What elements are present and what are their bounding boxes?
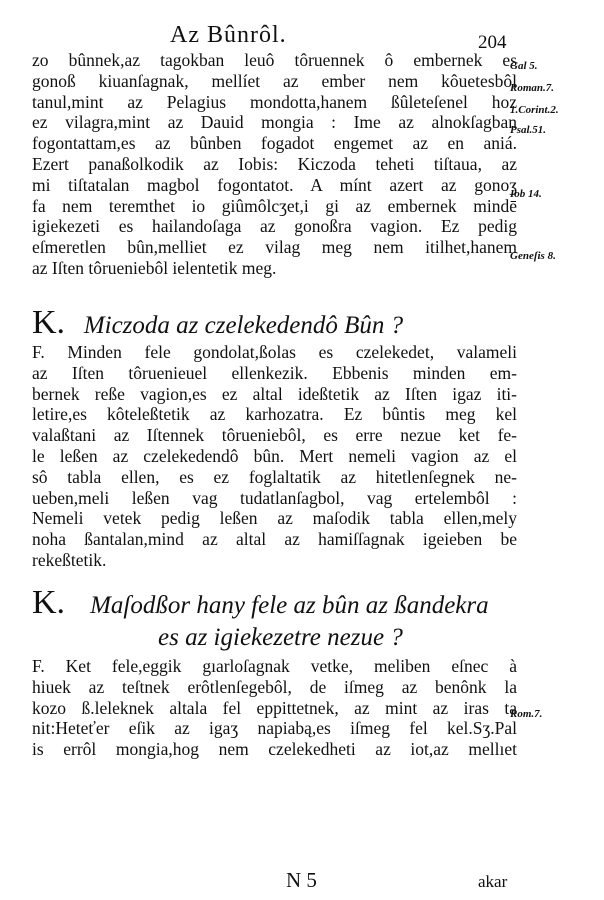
text-line: igiekezeti es hailandoſaga az gonoßra vagion. Ez pedig xyxy=(32,216,517,237)
text-line: noha ßantalan,mind az altal az hamiſſagnak igeieben be xyxy=(32,529,517,550)
text-line: Ezert panaßolkodik az Iobis: Kiczoda teheti tiſtaua, az xyxy=(32,153,517,174)
catchword: akar xyxy=(478,872,508,891)
text-line: bernek reße vagion,es ez altal ideßtetik az Iſten igaz iti- xyxy=(32,383,517,404)
text-line: le leßen az czelekedendô bûn. Mert nemeli vagion az el xyxy=(32,445,517,466)
text-line: tanul,mint az Pelagius mondotta,hanem ßûleteſenel hoz xyxy=(32,91,517,112)
margin-note-iob: Iob 14. xyxy=(510,188,542,200)
margin-note-corint: 1.Corint.2. xyxy=(510,104,559,116)
question-text-line2: es az igiekezetre nezue ? xyxy=(158,624,403,651)
question-heading-2 xyxy=(32,584,489,622)
answer-paragraph-2 xyxy=(32,656,517,760)
text-line: kozo ß.leleknek altala fel eppittetnek, az mint az iras ta xyxy=(32,697,517,718)
margin-note-gal: Gal 5. xyxy=(510,60,538,72)
text-line: fa nem teremthet io giûmôlcʒet,i gi az embernek mindē xyxy=(32,195,517,216)
text-line: letire,es kôteleßtetik az karhozatra. Ez bûntis meg kel xyxy=(32,404,517,425)
text-line: rekeßtetik. xyxy=(32,549,107,570)
margin-note-genes: Geneſis 8. xyxy=(510,250,556,262)
text-line: ez vilagra,mint az Dauid mongia : Ime az alnokſagban xyxy=(32,112,517,133)
text-line: fogontattam,es az bûnben fogadot engemet az en aniá. xyxy=(32,133,517,154)
text-line: nit:Heteťer eſik az igaʒ napiabą,es iſmeg fel kel.Sʒ.Pal xyxy=(32,718,517,739)
running-head: Az Bûnrôl. xyxy=(170,22,287,48)
text-line: F. Minden fele gondolat,ßolas es czelekedet, valameli xyxy=(32,342,517,362)
text-line: valaßtani az Iſtennek tôrueniebôl, es erre nezue ket fe- xyxy=(32,425,517,446)
answer-paragraph-1 xyxy=(32,342,517,571)
signature-mark: N 5 xyxy=(286,868,317,892)
text-line: Nemeli vetek pedig leßen az maſodik tabla ellen,mely xyxy=(32,508,517,529)
text-line: F. Ket fele,eggik gıarloſagnak vetke, meliben eſnec à xyxy=(32,656,517,676)
question-marker: K. xyxy=(32,304,66,341)
text-line: hiuek az teſtnek erôtlenſegebôl, de iſmeg az benônk la xyxy=(32,676,517,697)
margin-note-psal: Psal.51. xyxy=(510,124,547,136)
paragraph-intro xyxy=(32,50,517,279)
question-marker: K. xyxy=(32,584,66,621)
question-text-line1: Maſodßor hany fele az bûn az ßandekra xyxy=(90,592,489,619)
text-line: gonoß kiuanſagnak, mellíet az ember nem kôuetesbôl xyxy=(32,70,517,91)
question-heading-1 xyxy=(32,304,403,342)
text-line: zo bûnnek,az tagokban leuô tôruennek ô embernek es xyxy=(32,50,517,70)
text-line: mi tiſtatalan magbol fogontatot. A mínt azert az gonoʒ xyxy=(32,174,517,195)
page-number: 204 xyxy=(478,32,507,53)
text-line: eſmeretlen bûn,melliet ez vilag meg nem itilhet,hanem xyxy=(32,237,517,258)
question-text: Miczoda az czelekedendô Bûn ? xyxy=(83,312,404,339)
text-line: ueben,meli leßen vag tudatlanſagbol, vag ertelembôl : xyxy=(32,487,517,508)
margin-note-rom7: Rom.7. xyxy=(510,708,543,720)
text-line: is errôl mongia,hog nem czelekedheti az iot,az mellıet xyxy=(32,739,517,760)
question-heading-2-cont xyxy=(158,624,403,652)
text-line: sô tabla ellen, es ez foglaltatik az hitetlenſegnek ne- xyxy=(32,466,517,487)
margin-note-roman: Roman.7. xyxy=(510,82,555,94)
text-line: az Iſten tôruenieuel ellenkezik. Ebbenis minden em- xyxy=(32,362,517,383)
text-line: az Iſten tôrueniebôl ielentetik meg. xyxy=(32,257,277,278)
